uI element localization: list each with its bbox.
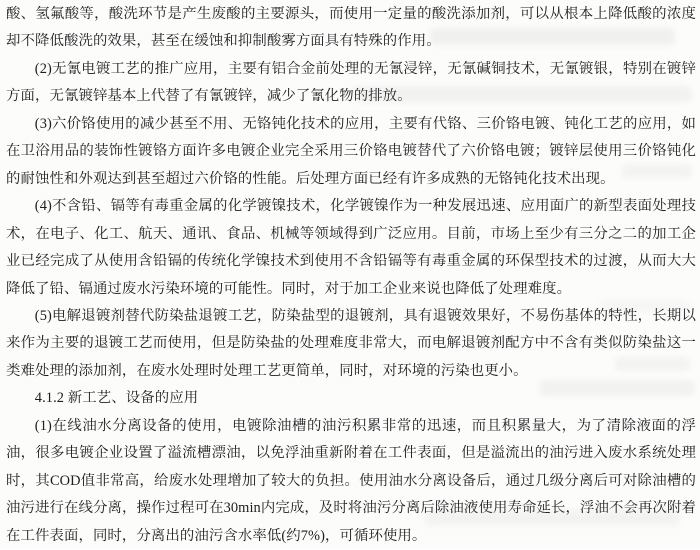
paragraph-1-inline-oil-water-separation: (1)在线油水分离设备的使用，电镀除油槽的油污积累非常的迅速，而且积累量大，为了清除液面的浮油，很多电镀企业设置了溢流槽漂油，以免浮油重新附着在工件表面，但是溢流出的油污进入废水系统处理时，其COD值非常高，给废水处理增加了较大的负担。使用油水分离设备后，通过几级分离后可对除油槽的油污进行在线分离，操作过程可在30min内完成，及时将油污分离后除油液使用寿命延长，浮油不会再次附着在工件表面，同时，分离出的油污含水率低(约7%)，可循环使用。 [6, 417, 696, 544]
paragraph-3-hexavalent-chromium-reduction: (3)六价铬使用的减少甚至不用、无铬钝化技术的应用，主要有代铬、三价铬电镀、钝化工艺的应用，如在卫浴用品的装饰性镀铬方面许多电镀企业完全采用三价铬电镀替代了六价铬电镀；镀锌层使用三价铬钝化的耐蚀性和外观达到甚至超过六价铬的性能。后处理方面已经有许多成熟的无铬钝化技术出现。 [6, 115, 696, 187]
section-heading-4-1-2: 4.1.2 新工艺、设备的应用 [34, 390, 199, 407]
paragraph-2-cyanide-free-plating: (2)无氰电镀工艺的推广应用，主要有铝合金前处理的无氰浸锌，无氰碱铜技术，无氰镀银，特别在镀锌方面，无氰镀锌基本上代替了有氰镀锌，减少了氰化物的排放。 [6, 60, 696, 105]
paragraph-4-lead-cadmium-free-electroless-nickel: (4)不含铅、镉等有毒重金属的化学镀镍技术，化学镀镍作为一种发展迅速、应用面广的新型表面处理技术，在电子、化工、航天、通讯、食品、机械等领域得到广泛应用。目前，市场上至少有三分之二的加工企业已经完成了从使用含铅镉的传统化学镍技术到使用不含铅镉等有毒重金属的环保型技术的过渡，从而大大降低了铅、镉通过废水污染环境的可能性。同时，对于加工企业来说也降低了处理难度。 [6, 198, 696, 297]
paragraph-5-electrolytic-stripping-agent: (5)电解退镀剂替代防染盐退镀工艺，防染盐型的退镀剂，具有退镀效果好，不易伤基体的特性，长期以来作为主要的退镀工艺而使用，但是防染盐的处理难度非常大，而电解退镀剂配方中不含有类似防染盐这一类难处理的添加剂，在废水处理时处理工艺更简单，同时，对环境的污染也更小。 [6, 307, 696, 379]
paragraph-acid-wash-additives: 酸、氢氟酸等，酸洗环节是产生废酸的主要源头，而使用一定量的酸洗添加剂，可以从根本上降低酸的浓度却不降低酸洗的效果，甚至在缓蚀和抑制酸雾方面具有特殊的作用。 [6, 6, 696, 50]
